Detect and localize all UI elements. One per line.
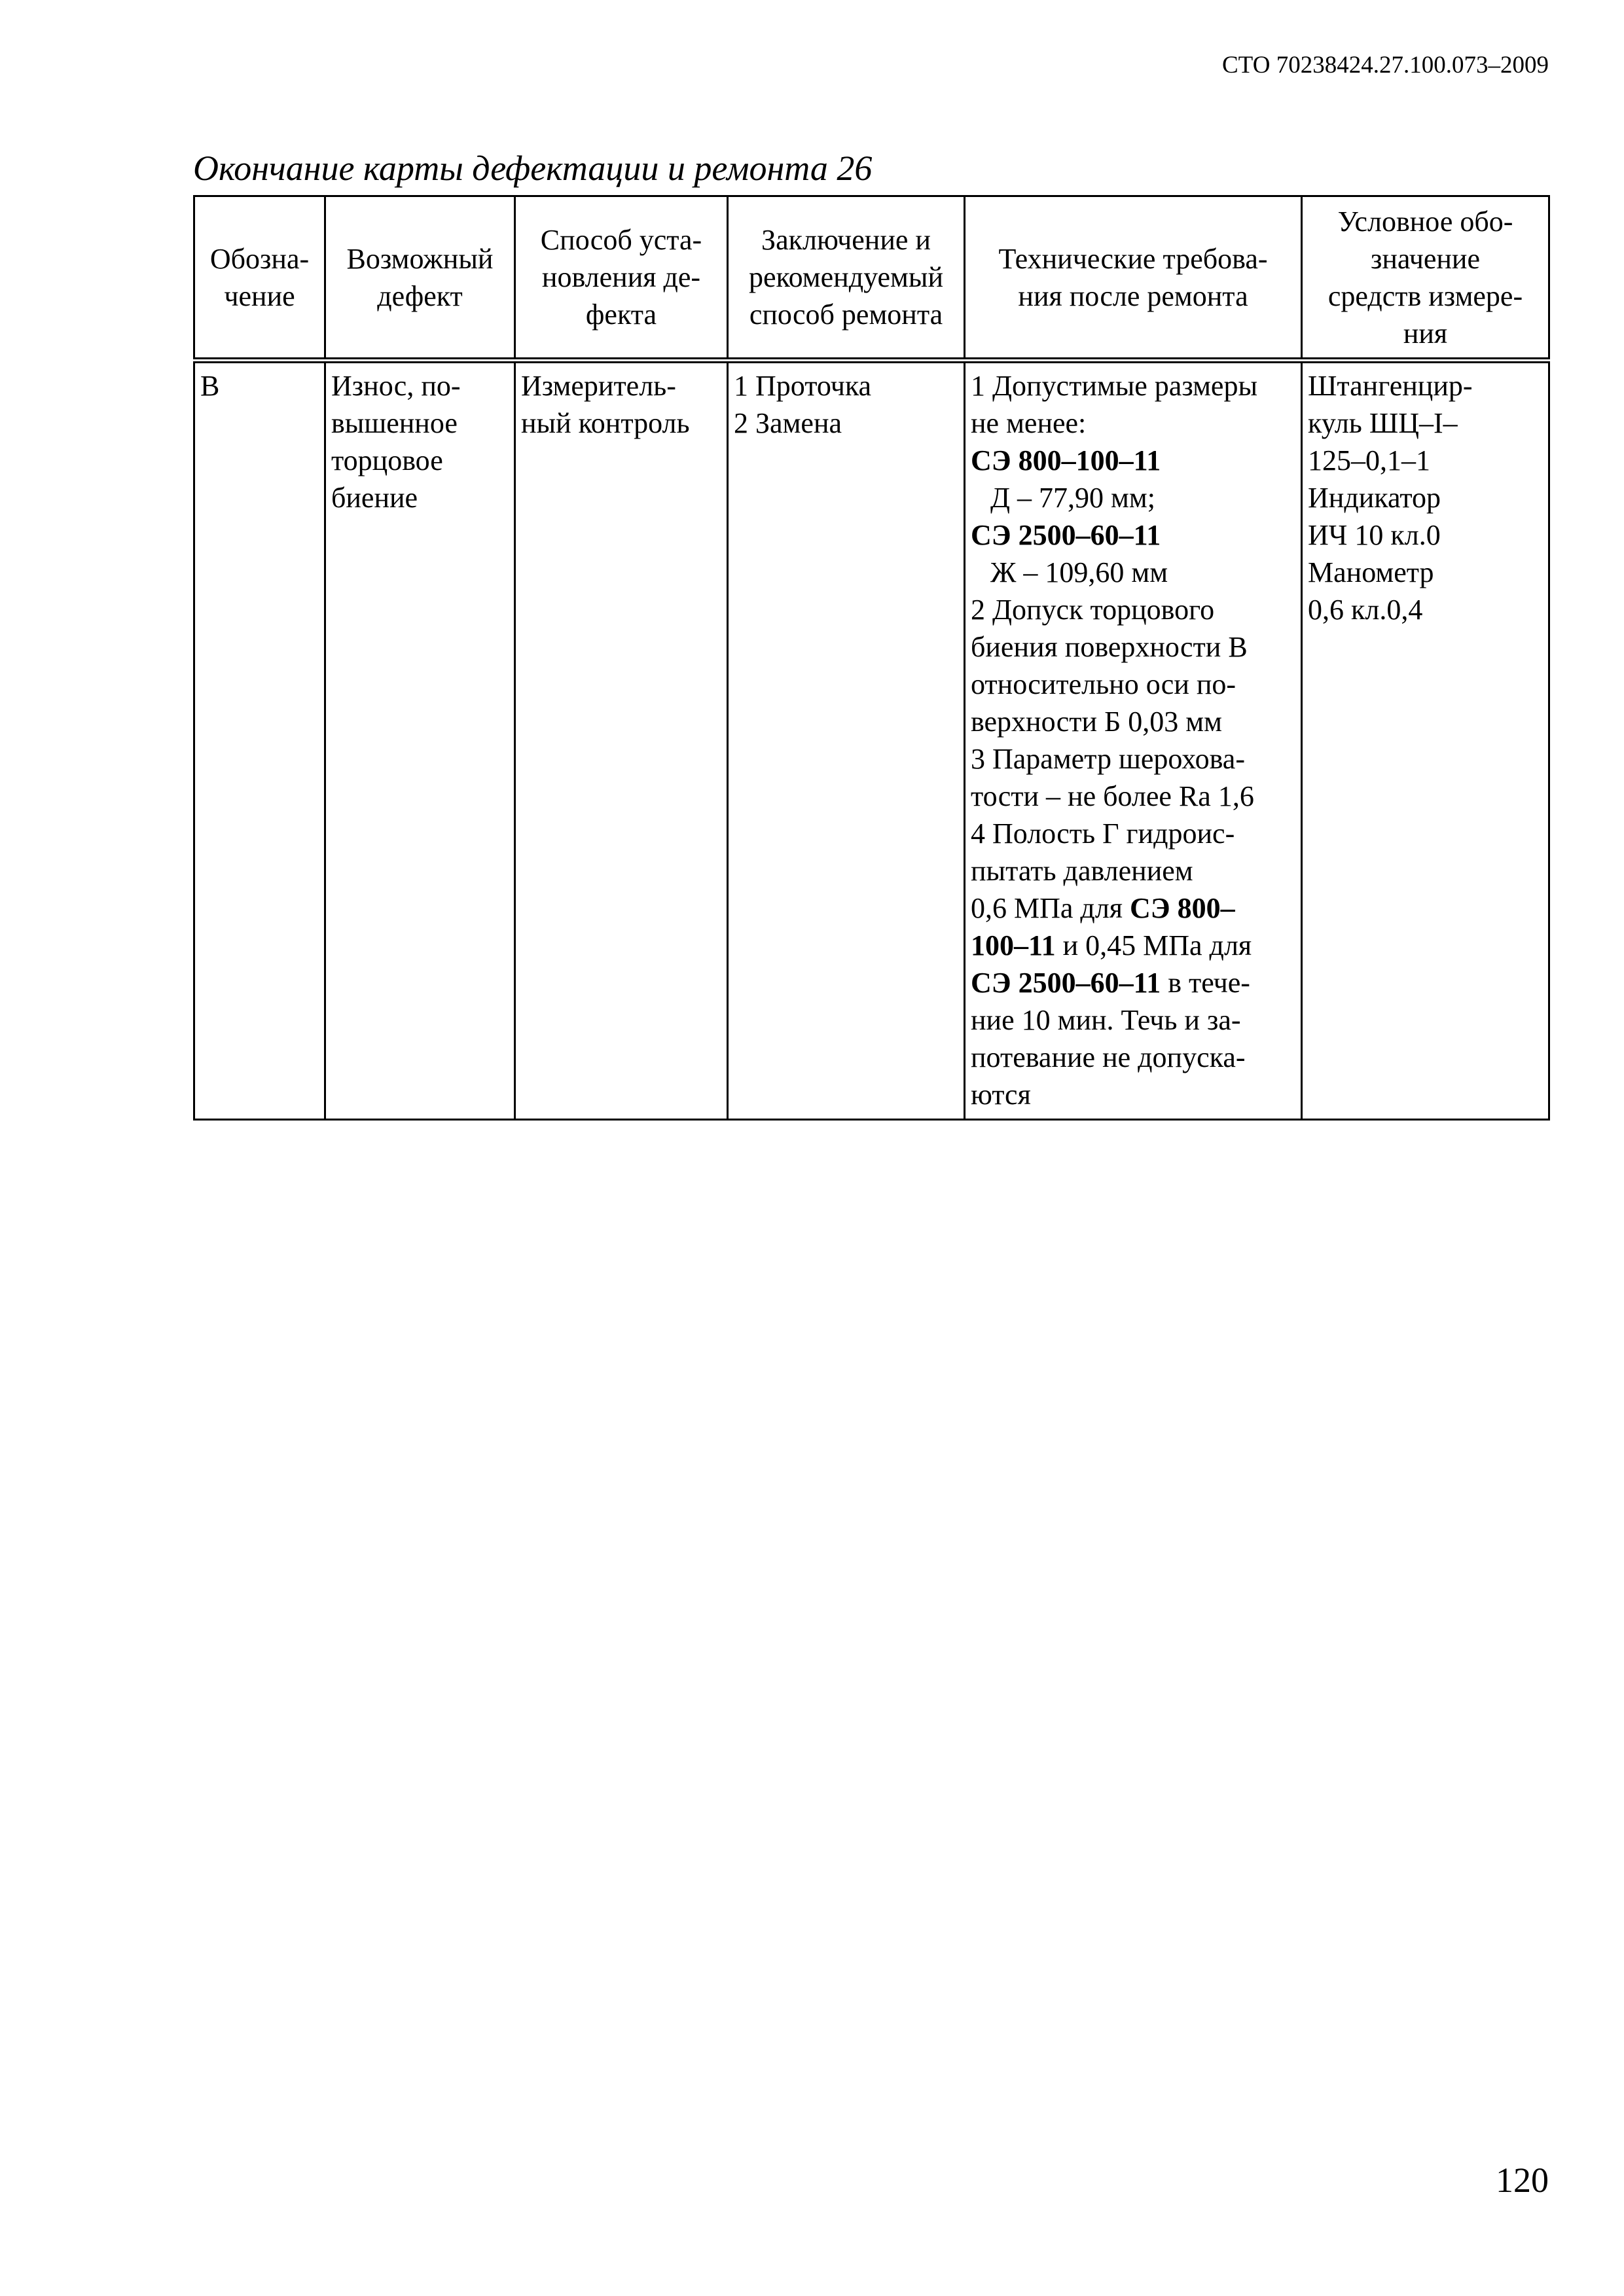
cell-repair-method: 1 Проточка 2 Замена xyxy=(728,361,965,1120)
col-header-designation: Обозна- чение xyxy=(194,196,325,361)
col-header-instruments: Условное обо- значение средств измере- ния xyxy=(1302,196,1549,361)
col-header-detection-method: Способ уста- новления де- фекта xyxy=(515,196,728,361)
col-header-defect: Возможный дефект xyxy=(325,196,515,361)
cell-detection-method: Измеритель- ный контроль xyxy=(515,361,728,1120)
table-caption: Окончание карты дефектации и ремонта 26 xyxy=(193,149,873,188)
table-header-row xyxy=(194,196,1549,361)
document-code: СТО 70238424.27.100.073–2009 xyxy=(1221,52,1549,79)
defect-repair-table xyxy=(193,195,1550,1121)
table-row xyxy=(194,361,1549,1120)
cell-requirements: 1 Допустимые размеры не менее: СЭ 800–100–11 Д – 77,90 мм; СЭ 2500–60–11 Ж – 109,60 мм 2 Допуск торцового биения поверхности В относительно оси по- верхности Б 0,03 мм 3 Параметр шерохова- тости – не более Ra 1,6 4 Полость Г гидроис- пытать давлением 0,6 МПа для СЭ 800– 100–11 и 0,45 МПа для СЭ 2500–60–11 в тече- ние 10 мин. Течь и за- потевание не допуска- ются xyxy=(965,361,1302,1120)
page-number: 120 xyxy=(1496,2161,1549,2200)
col-header-requirements: Технические требова- ния после ремонта xyxy=(965,196,1302,361)
cell-defect: Износ, по- вышенное торцовое биение xyxy=(325,361,515,1120)
cell-designation: В xyxy=(194,361,325,1120)
cell-instruments: Штангенцир- куль ШЦ–I– 125–0,1–1 Индикатор ИЧ 10 кл.0 Манометр 0,6 кл.0,4 xyxy=(1302,361,1549,1120)
col-header-repair-method: Заключение и рекомендуемый способ ремонта xyxy=(728,196,965,361)
